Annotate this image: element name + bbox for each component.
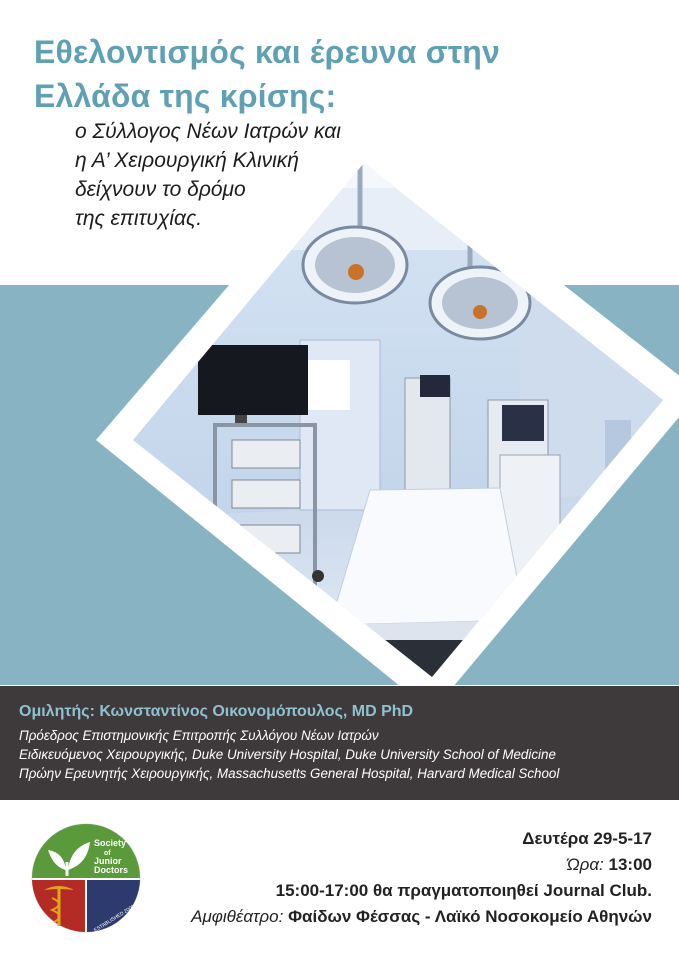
speaker-name: Ομιλητής: Κωνσταντίνος Οικονομόπουλος, MD PhD (19, 703, 414, 720)
title-line: Ελλάδα της κρίσης: (34, 78, 337, 114)
subtitle-line: η Α’ Χειρουργική Κλινική (75, 149, 299, 172)
speaker-role: Πρόεδρος Επιστημονικής Επιτροπής Συλλόγου Νέων Ιατρών (19, 728, 379, 743)
event-program: 15:00-17:00 θα πραγματοποιηθεί Journal Club. (275, 881, 652, 900)
logo-text: Society (94, 838, 127, 848)
event-venue-label: Αμφιθέατρο: (191, 907, 284, 926)
subtitle-line: δείχνουν το δρόμο (75, 178, 246, 201)
page-title (34, 30, 500, 118)
subtitle-line: ο Σύλλογος Νέων Ιατρών και (75, 120, 341, 143)
event-venue (191, 904, 652, 930)
event-date: Δευτέρα 29-5-17 (522, 829, 652, 848)
event-time (191, 852, 652, 878)
event-time-label: Ώρα: (566, 855, 604, 874)
event-info (191, 826, 652, 930)
logo-established: ESTABLISHED 2009 (93, 903, 136, 934)
logo-text: Junior (94, 856, 122, 866)
subtitle-line: της επιτυχίας. (75, 207, 203, 230)
subtitle (75, 117, 341, 233)
speaker-role: Πρώην Ερευνητής Χειρουργικής, Massachusetts General Hospital, Harvard Medical School (19, 766, 560, 781)
logo-text: Doctors (94, 865, 129, 875)
title-line: Εθελοντισμός και έρευνα στην (34, 34, 501, 70)
event-time-value: 13:00 (608, 855, 652, 874)
speaker-role: Ειδικευόμενος Χειρουργικής, Duke University Hospital, Duke University School of Medicine (19, 747, 556, 762)
logo-text: of (104, 850, 111, 857)
society-logo (30, 822, 142, 934)
event-venue-value: Φαίδων Φέσσας - Λαϊκό Νοσοκομείο Αθηνών (288, 907, 652, 926)
speaker-section (0, 686, 679, 800)
